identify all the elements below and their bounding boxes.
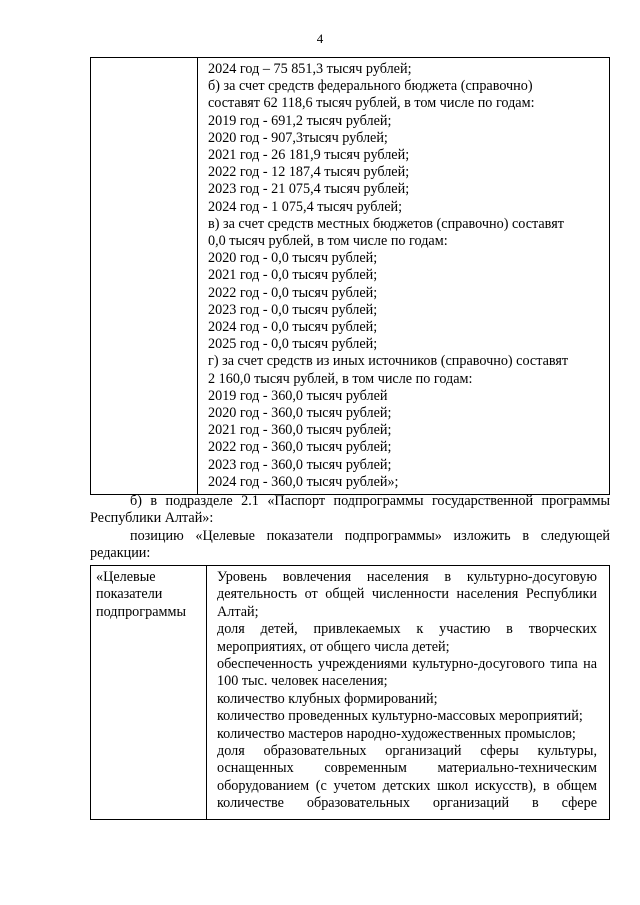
amendment-paragraph: б) в подразделе 2.1 «Паспорт подпрограммы государственной программы Республики Алтай»: [90,493,610,527]
indicators-label-cell [91,566,207,820]
funding-line: 2024 год - 360,0 тысяч рублей»; [208,473,399,490]
funding-line: 2019 год - 360,0 тысяч рублей [208,387,388,404]
indicators-list-cell [207,566,610,820]
funding-line: 2022 год - 360,0 тысяч рублей; [208,439,392,456]
funding-line: 2020 год - 907,3тысяч рублей; [208,129,388,146]
funding-line: 2024 год - 1 075,4 тысяч рублей; [208,198,403,215]
indicator-item: количество клубных формирований; [217,690,438,707]
funding-line: 2021 год - 360,0 тысяч рублей; [208,422,392,439]
page-number: 4 [316,31,324,46]
funding-line: 2019 год - 691,2 тысяч рублей; [208,112,392,129]
funding-line: 2 160,0 тысяч рублей, в том числе по годам: [208,370,473,387]
indicator-item: доля детей, привлекаемых к участию в творческих мероприятиях, от общего числа детей; [217,621,597,655]
funding-line: г) за счет средств из иных источников (справочно) составят [208,353,569,370]
funding-line: 2022 год - 12 187,4 тысяч рублей; [208,164,410,181]
funding-line: 2021 год - 26 181,9 тысяч рублей; [208,147,410,164]
indicator-item: количество проведенных культурно-массовых мероприятий; [217,708,583,725]
funding-table-left-cell [91,58,198,495]
funding-line: составят 62 118,6 тысяч рублей, в том числе по годам: [208,95,535,112]
funding-line: в) за счет средств местных бюджетов (справочно) составят [208,215,564,232]
target-indicators-table [90,565,610,820]
indicator-item: доля образовательных организаций сферы культуры, оснащенных современным материально-техническим оборудованием (с учетом детских школ искусств), в общем количестве образовательных организаций в сфере [217,743,597,812]
funding-line: 0,0 тысяч рублей, в том числе по годам: [208,233,448,250]
funding-line: 2025 год - 0,0 тысяч рублей; [208,336,378,353]
funding-line: 2023 год - 21 075,4 тысяч рублей; [208,181,410,198]
indicator-item: Уровень вовлечения населения в культурно-досуговую деятельность от общей численности населения Республики Алтай; [217,569,597,620]
funding-line: 2022 год - 0,0 тысяч рублей; [208,284,378,301]
funding-line: 2020 год - 0,0 тысяч рублей; [208,250,378,267]
funding-line: б) за счет средств федерального бюджета (справочно) [208,78,533,95]
funding-line: 2023 год - 360,0 тысяч рублей; [208,456,392,473]
table-continuation-gap [217,813,597,819]
indicators-label: «Целевые показатели подпрограммы [96,569,186,620]
funding-line: 2024 год - 0,0 тысяч рублей; [208,319,378,336]
funding-line: 2021 год - 0,0 тысяч рублей; [208,267,378,284]
funding-table [90,57,610,495]
funding-line: 2024 год – 75 851,3 тысяч рублей; [208,61,412,77]
indicator-item: обеспеченность учреждениями культурно-досугового типа на 100 тыс. человек населения; [217,656,597,690]
funding-line: 2020 год - 360,0 тысяч рублей; [208,405,392,422]
funding-line: 2023 год - 0,0 тысяч рублей; [208,301,378,318]
indicator-item: количество мастеров народно-художественных промыслов; [217,725,576,742]
funding-table-right-cell [198,58,610,495]
instruction-paragraph: позицию «Целевые показатели подпрограммы» изложить в следующей редакции: [90,528,610,562]
